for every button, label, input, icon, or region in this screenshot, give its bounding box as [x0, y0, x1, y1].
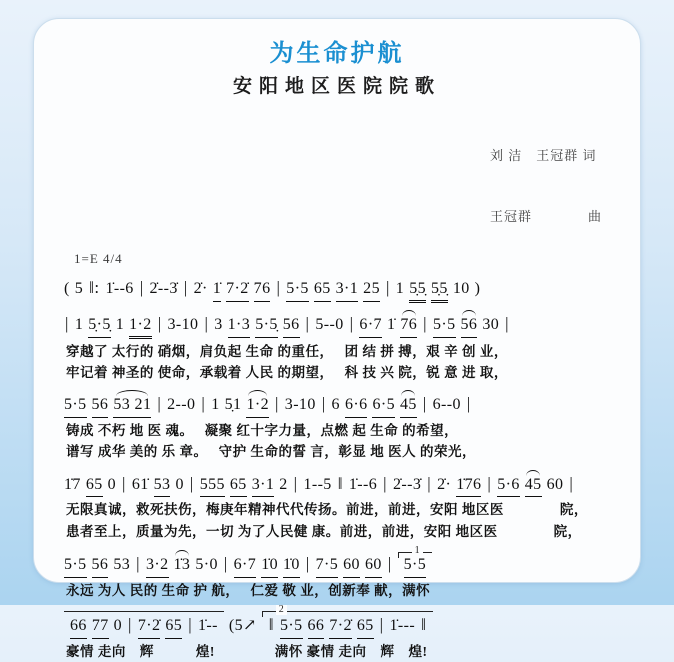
note-group: (: [64, 280, 70, 298]
lyric-line: 永远 为人 民的 生命 护 航， 仁爱 敬 业，创新奉 献，满怀: [66, 582, 431, 598]
note-group: 77: [92, 616, 109, 639]
barline: |: [305, 313, 310, 333]
barline: |: [274, 394, 279, 414]
note-group: 66: [70, 616, 87, 639]
note-group: 0: [107, 475, 117, 493]
barline: |: [505, 313, 509, 333]
note-group: 56: [92, 395, 109, 418]
note-group: 30: [482, 315, 500, 333]
note-group: 1̇: [386, 315, 396, 333]
note-group: 5·6: [497, 475, 520, 498]
barline: |: [385, 278, 390, 298]
note-group: 76: [254, 279, 271, 302]
note-group: 5·5: [280, 616, 303, 639]
system-5: [60, 611, 614, 662]
composer-credit: 王冠群 曲: [489, 208, 602, 224]
notation-line: [60, 473, 614, 498]
credits-block: [490, 106, 602, 267]
barline: |: [466, 394, 471, 414]
note-group: 6·7: [359, 315, 382, 338]
note-group: 1: [74, 315, 84, 333]
note-group: 5--0: [315, 315, 344, 333]
note-group: 1̇0: [261, 555, 278, 578]
barline: |: [122, 473, 126, 493]
note-group: 76: [400, 315, 417, 338]
note-group: 65: [86, 475, 103, 498]
song-title: 为生命护航: [269, 40, 405, 67]
barline: |: [422, 394, 427, 414]
barline: |: [305, 553, 310, 573]
lyricist-credit: 刘 洁 王冠群 词: [489, 148, 597, 164]
barline: |: [157, 394, 162, 414]
note-group: 1: [115, 315, 125, 333]
note-group: 3·1: [252, 475, 275, 498]
lyric-line: 豪情 走向 辉 煌! 满怀 豪情 走向 辉 煌!: [66, 643, 428, 659]
note-group: 65: [165, 616, 182, 639]
volta-bracket-continuation: [64, 611, 224, 639]
note-group: 5·5: [64, 395, 87, 418]
note-group: 1·2: [129, 315, 152, 339]
barline: |: [157, 313, 162, 333]
note-group: 56: [283, 315, 300, 338]
note-group: 5·5: [64, 555, 87, 578]
notation-line: [60, 611, 614, 639]
barline: |: [321, 394, 326, 414]
note-group: 10: [452, 280, 470, 298]
barline: |: [189, 473, 194, 493]
note-group: 1̇76: [456, 475, 481, 498]
note-group: 56: [461, 315, 478, 338]
note-group: 1̇0: [283, 555, 300, 578]
note-group: 1̇3: [174, 555, 191, 576]
lyric-line: 铸成 不朽 地 医 魂。 凝聚 红十字力量，点燃 起 生命 的希望，: [66, 423, 459, 439]
note-group: 65: [314, 279, 331, 302]
note-group: 1̇---: [389, 616, 416, 634]
lyric-line: 无限真诚，救死扶伤，梅庚年精神代代传扬。前进，前进，安阳 地区医 院，: [66, 502, 588, 518]
system-3: [60, 473, 614, 542]
barline: |: [349, 313, 354, 333]
barline: |: [128, 614, 132, 634]
note-group: 2̇·: [437, 475, 452, 493]
barline: |: [423, 313, 427, 333]
note-group: 1̇--6: [348, 475, 378, 493]
note-group: 2̇·: [193, 280, 208, 298]
barline: |: [65, 313, 69, 333]
note-group: 7·5: [316, 555, 339, 578]
barline: 2 ‖: [268, 614, 274, 634]
notation-line: [60, 552, 614, 578]
note-group: 56: [92, 555, 109, 578]
notation-line: [60, 313, 614, 339]
barline: |: [379, 614, 384, 634]
note-group: 2̇--3̇: [392, 475, 422, 493]
note-group: 45: [525, 475, 542, 498]
note-group: 5̣·5̣: [88, 315, 111, 338]
note-group: 6·6: [345, 395, 368, 418]
note-group: 6·5: [372, 395, 395, 418]
note-group: 6--0: [432, 396, 461, 414]
note-group: 3: [214, 315, 223, 333]
note-group: 555: [200, 475, 225, 498]
barline: |: [387, 553, 392, 573]
barline: |: [276, 278, 281, 298]
note-group: 6·7: [234, 555, 257, 578]
lyric-line: 牢记着 神圣的 使命，承载着 人民 的期望， 科 技 兴 院，锐 意 进 取，: [66, 364, 508, 380]
note-group: 7·2̇: [329, 616, 352, 639]
note-group: 1̇--6: [105, 280, 134, 298]
note-group: 2̇--3̇: [149, 280, 178, 298]
barline: |: [183, 278, 188, 298]
volta-bracket-2: [262, 611, 433, 639]
note-group: 3·2: [146, 555, 169, 578]
note-group: 5̣5̣: [409, 279, 426, 303]
note-group: 7·2̇: [226, 279, 249, 302]
barline: |: [136, 553, 140, 573]
note-group: 5̣5̣: [431, 279, 448, 303]
note-group: 5̣1: [224, 396, 242, 414]
note-group: 1: [211, 396, 220, 414]
note-group: 5·5: [433, 315, 456, 338]
note-group: 25: [363, 279, 380, 302]
barline: |: [223, 553, 228, 573]
note-group: 65: [230, 475, 247, 498]
note-group: 66: [308, 616, 325, 639]
note-group: 3·1: [336, 279, 359, 302]
note-group: ): [474, 280, 481, 298]
note-group: 5·0: [195, 555, 218, 573]
note-group: 53 21: [113, 395, 151, 418]
barline: ‖: [421, 614, 427, 634]
note-group: 1̇7: [64, 475, 81, 493]
note-group: (5↗: [228, 616, 257, 634]
note-group: 0: [113, 616, 123, 634]
barline: |: [427, 473, 432, 493]
note-group: 60: [546, 475, 564, 493]
volta-bracket-1: [398, 552, 433, 578]
barline: |: [293, 473, 298, 493]
note-group: 61̇: [131, 475, 149, 493]
note-group: 5: [74, 280, 84, 298]
score: [60, 277, 614, 662]
key-signature: 1=E 4/4: [74, 251, 123, 267]
note-group: 45: [400, 395, 417, 418]
lyric-line: 穿越了 太行的 硝烟，肩负起 生命 的重任， 团 结 拼 搏，艰 辛 创 业，: [66, 343, 508, 359]
note-group: 60: [343, 555, 360, 578]
note-group: 7·2̇: [138, 616, 161, 639]
barline: |: [569, 473, 574, 493]
barline: |: [188, 614, 192, 634]
note-group: 1̇--: [198, 616, 218, 634]
meta-row: [60, 106, 614, 267]
barline: |: [487, 473, 492, 493]
barline: |: [201, 394, 206, 414]
barline: |: [383, 473, 387, 493]
sheet-music-card: [33, 18, 641, 659]
note-group: 1̇: [213, 279, 221, 302]
barline: ‖:: [89, 278, 100, 298]
note-group: 2--0: [167, 396, 196, 414]
system-2: [60, 393, 614, 462]
note-group: 1--5: [303, 475, 332, 493]
barline: ‖: [337, 473, 343, 493]
notation-line: [60, 277, 614, 303]
note-group: 1 5·5: [404, 555, 427, 578]
note-group: 2: [279, 475, 288, 493]
note-group: 60: [365, 555, 382, 578]
note-group: 53: [154, 475, 171, 498]
lyric-line: 谱写 成华 美的 乐 章。 守护 生命的誓 言，彰显 地 医人 的荣光，: [66, 444, 476, 460]
system-4: [60, 552, 614, 601]
note-group: 3-10: [167, 315, 199, 333]
note-group: 65: [357, 616, 374, 639]
barline: |: [204, 313, 209, 333]
barline: |: [139, 278, 144, 298]
note-group: 1·3: [228, 315, 251, 338]
notation-line: [60, 393, 614, 418]
note-group: 5·5̣: [255, 315, 278, 338]
note-group: 6: [331, 396, 340, 414]
system-1: [60, 277, 614, 383]
note-group: 3-10: [284, 396, 316, 414]
note-group: 0: [175, 475, 184, 493]
song-subtitle: 安阳地区医院院歌: [232, 76, 441, 97]
lyric-line: 患者至上，质量为先，一切 为了人民健 康。前进，前进，安阳 地区医 院，: [66, 523, 582, 539]
note-group: 1: [395, 280, 405, 298]
note-group: 5·5: [286, 279, 309, 302]
note-group: 1·2: [246, 395, 269, 418]
note-group: 53: [113, 555, 131, 573]
